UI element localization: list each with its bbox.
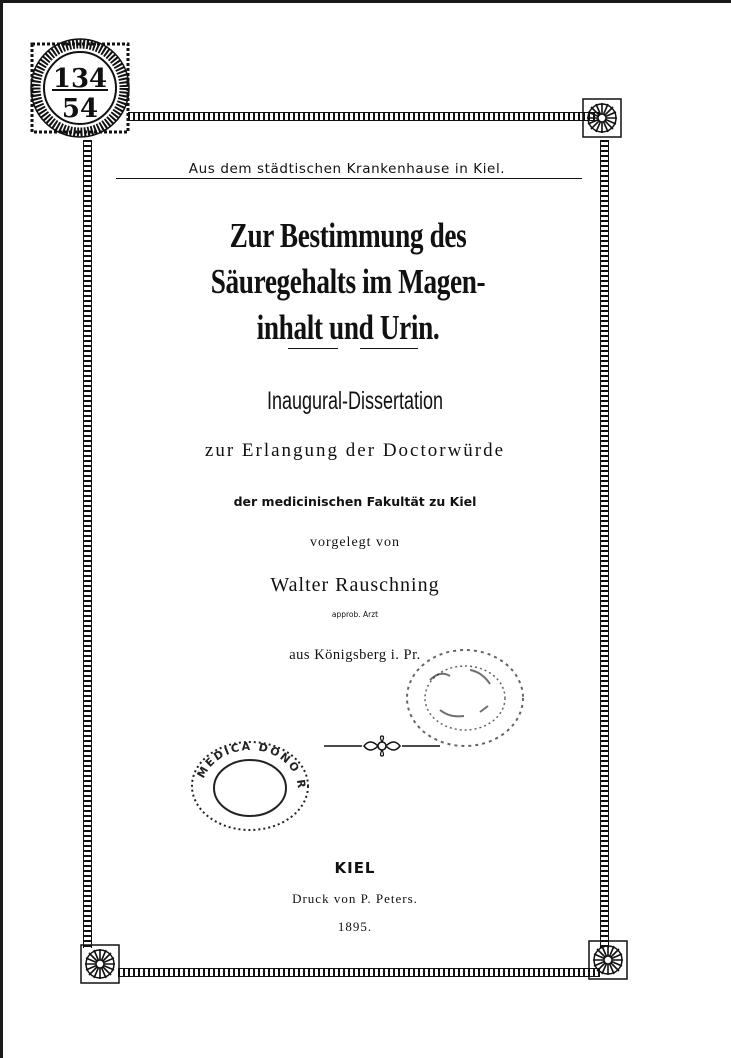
frame-border-left	[83, 140, 92, 948]
faculty-line: der medicinischen Fakultät zu Kiel	[233, 494, 477, 509]
author-origin: aus Königsberg i. Pr.	[289, 647, 421, 663]
presented-by-line: vorgelegt von	[309, 535, 401, 550]
medica-dono-stamp-icon	[188, 738, 312, 834]
library-stamp-number-top: 134	[52, 64, 108, 94]
dissertation-purpose: zur Erlangung der Doctorwürde	[204, 440, 506, 461]
frame-border-bottom	[118, 968, 600, 977]
institution-line: Aus dem städtischen Krankenhause in Kiel.	[188, 161, 506, 177]
dissertation-type: Inaugural-Dissertation	[266, 387, 444, 415]
separator-rule	[360, 348, 418, 349]
frame-border-right	[600, 140, 609, 948]
author-qualification: approb. Arzt	[331, 610, 379, 619]
frame-border-top	[128, 112, 600, 121]
page-title	[161, 213, 535, 351]
library-stamp-number-bottom: 54	[61, 94, 99, 124]
floral-ornament-icon	[322, 735, 442, 757]
imprint-printer: Druck von P. Peters.	[292, 891, 418, 906]
title-line-1: Zur Bestimmung des Säuregehalts im Magen-	[210, 216, 486, 301]
author-name: Walter Rauschning	[270, 574, 440, 596]
title-line-2: inhalt und Urin.	[256, 308, 440, 347]
header-rule	[116, 178, 582, 179]
svg-text:MEDICA DONO R	[195, 740, 309, 791]
scan-edge	[0, 0, 3, 1058]
imprint-place: KIEL	[334, 859, 376, 877]
medica-dono-stamp-text: MEDICA DONO R	[194, 739, 309, 791]
imprint-year: 1895.	[337, 919, 373, 934]
scan-edge	[0, 0, 731, 3]
corner-rosette-icon	[588, 940, 628, 980]
separator-rule	[288, 348, 338, 349]
faint-round-stamp-icon	[400, 640, 530, 750]
corner-rosette-icon	[80, 944, 120, 984]
corner-rosette-icon	[582, 98, 622, 138]
